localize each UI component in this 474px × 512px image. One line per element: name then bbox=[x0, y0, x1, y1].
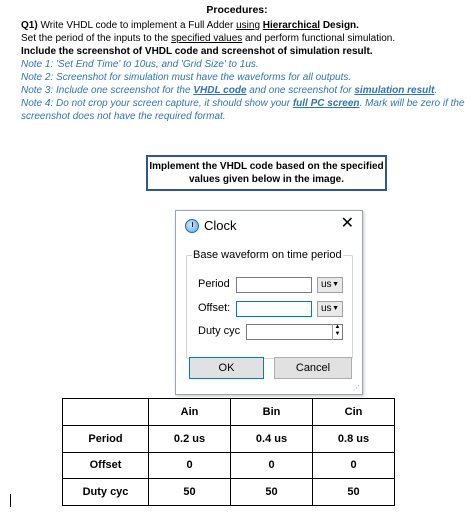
clock-dialog bbox=[175, 210, 363, 395]
question-hierarchical: Hierarchical bbox=[262, 20, 321, 31]
period-unit-value: us bbox=[321, 279, 332, 290]
callout-line-2: values given below in the image. bbox=[188, 174, 345, 185]
note-4-text-a: Note 4: Do not crop your screen capture, it should show your bbox=[21, 98, 293, 109]
table-cell: 0 bbox=[313, 452, 395, 479]
note-4-full: full PC screen bbox=[292, 98, 360, 109]
question-1-line bbox=[21, 20, 359, 32]
chevron-down-icon: ▼ bbox=[332, 281, 339, 288]
chevron-down-icon: ▼ bbox=[332, 305, 339, 312]
note-1: Note 1: 'Set End Time' to 10us, and 'Grid Size' to 1us. bbox=[21, 59, 259, 70]
table-cell: 0 bbox=[149, 452, 231, 479]
offset-unit-select[interactable] bbox=[317, 301, 343, 317]
table-header-row bbox=[63, 399, 395, 426]
table-cell: 0.8 us bbox=[313, 425, 395, 452]
note-4-continued: screenshot does not have the required format. bbox=[21, 111, 226, 122]
table-header-cell: Bin bbox=[231, 399, 313, 426]
note-3-sim: simulation result bbox=[354, 85, 435, 96]
duty-cycle-input[interactable] bbox=[246, 324, 343, 340]
row-label: Period bbox=[63, 425, 149, 452]
table-row bbox=[63, 425, 395, 452]
table-row bbox=[63, 452, 395, 479]
note-3 bbox=[21, 85, 437, 97]
resize-grip-icon[interactable]: ⋰ bbox=[353, 385, 360, 392]
close-icon[interactable]: ✕ bbox=[340, 215, 354, 232]
table-header-cell: Ain bbox=[149, 399, 231, 426]
table-header-cell bbox=[63, 399, 149, 426]
table-cell: 0.4 us bbox=[231, 425, 313, 452]
question-number: Q1) bbox=[21, 20, 38, 31]
cancel-button[interactable]: Cancel bbox=[274, 357, 352, 379]
clock-icon bbox=[185, 219, 199, 233]
group-label: Base waveform on time period bbox=[193, 249, 342, 261]
table-cell: 50 bbox=[231, 479, 313, 506]
note-2: Note 2: Screenshot for simulation must have the waveforms for all outputs. bbox=[21, 72, 352, 83]
callout-line-1: Implement the VHDL code based on the specified bbox=[149, 161, 384, 172]
offset-unit-value: us bbox=[321, 303, 332, 314]
ok-button[interactable]: OK bbox=[189, 357, 264, 379]
duty-cycle-label: Duty cyc bbox=[198, 325, 241, 337]
question-text-a: Write VHDL code to implement a Full Adder bbox=[37, 20, 237, 31]
instruction-line-2 bbox=[21, 33, 395, 45]
table-cell: 50 bbox=[149, 479, 231, 506]
question-text-b: Design. bbox=[320, 20, 359, 31]
instruction-2-text-a: Set the period of the inputs to the bbox=[21, 33, 172, 44]
row-label: Duty cyc bbox=[63, 479, 149, 506]
row-label: Offset bbox=[63, 452, 149, 479]
offset-input[interactable] bbox=[236, 301, 312, 317]
table-header-cell: Cin bbox=[313, 399, 395, 426]
note-3-text-c: . bbox=[434, 85, 438, 96]
note-4 bbox=[21, 98, 465, 110]
period-label: Period bbox=[198, 278, 230, 290]
instruction-callout bbox=[146, 155, 387, 191]
text-cursor bbox=[10, 494, 11, 507]
dialog-title: Clock bbox=[204, 218, 237, 233]
table-row bbox=[63, 479, 395, 506]
offset-label: Offset: bbox=[198, 302, 231, 314]
period-input[interactable] bbox=[236, 277, 312, 293]
spinner-arrows-icon[interactable]: ▲ ▼ bbox=[332, 324, 342, 340]
table-cell: 50 bbox=[313, 479, 395, 506]
period-unit-select[interactable] bbox=[317, 277, 343, 293]
table-cell: 0 bbox=[231, 452, 313, 479]
instruction-2-text-b: and perform functional simulation. bbox=[242, 33, 396, 44]
dialog-titlebar[interactable] bbox=[176, 211, 362, 241]
question-using: using bbox=[236, 20, 260, 31]
instruction-line-3: Include the screenshot of VHDL code and screenshot of simulation result. bbox=[21, 46, 373, 57]
note-3-vhdl: VHDL code bbox=[193, 85, 247, 96]
note-3-text-a: Note 3: Include one screenshot for the bbox=[21, 85, 194, 96]
table-cell: 0.2 us bbox=[149, 425, 231, 452]
instruction-2-specified: specified values bbox=[171, 33, 243, 44]
clock-parameters-table bbox=[62, 398, 395, 506]
note-4-text-b: . Mark will be zero if the bbox=[359, 98, 465, 109]
note-3-text-b: and one screenshot for bbox=[246, 85, 355, 96]
procedures-heading: Procedures: bbox=[206, 4, 268, 16]
